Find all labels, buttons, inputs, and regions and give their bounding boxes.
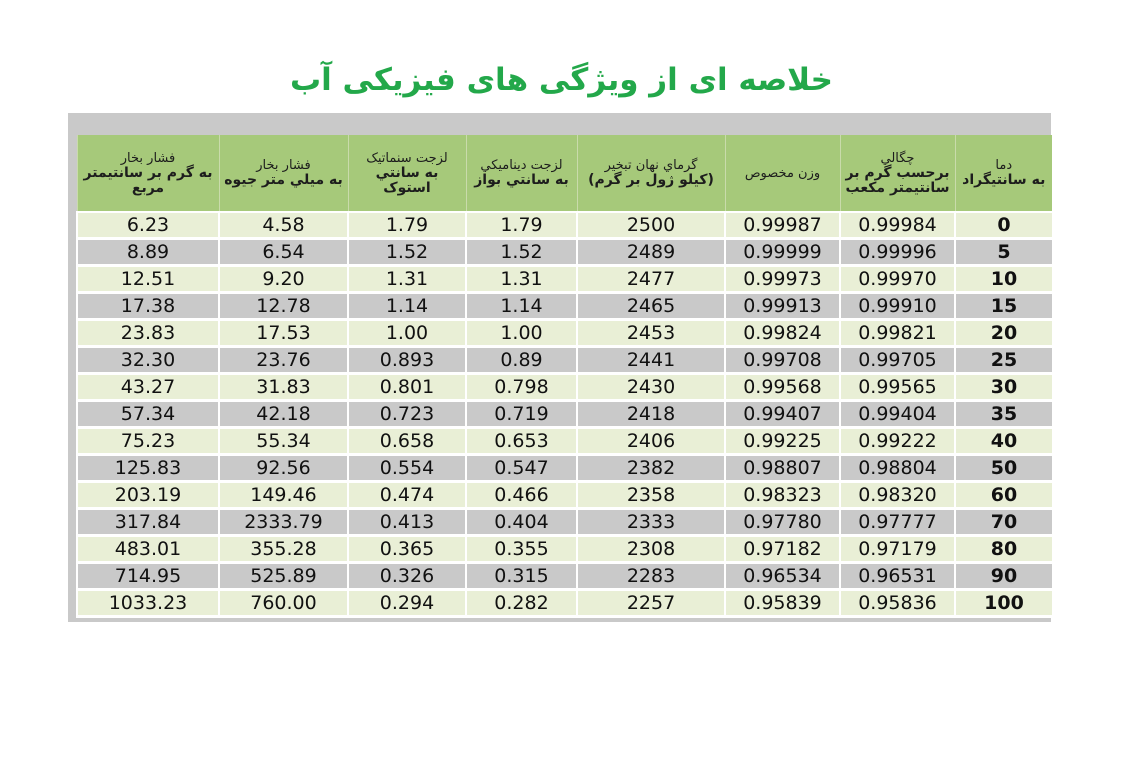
table-cell: 0.723 — [348, 401, 466, 428]
header-line1: وزن مخصوص — [744, 165, 821, 181]
table-cell: 714.95 — [77, 563, 219, 590]
table-cell: 31.83 — [219, 374, 348, 401]
table-cell: 2333.79 — [219, 509, 348, 536]
table-cell: 0.99910 — [840, 293, 955, 320]
table-cell: 1.14 — [348, 293, 466, 320]
table-cell: 4.58 — [219, 212, 348, 239]
table-row — [77, 536, 1052, 563]
table-cell: 17.53 — [219, 320, 348, 347]
table-cell: 2257 — [577, 590, 725, 617]
table-cell: 2477 — [577, 266, 725, 293]
temperature-cell: 90 — [955, 563, 1052, 590]
table-cell: 0.801 — [348, 374, 466, 401]
table-cell: 0.99984 — [840, 212, 955, 239]
table-cell: 0.99222 — [840, 428, 955, 455]
table-cell: 9.20 — [219, 266, 348, 293]
table-cell: 0.99913 — [725, 293, 840, 320]
table-cell: 0.98804 — [840, 455, 955, 482]
table-row — [77, 239, 1052, 266]
table-cell: 2465 — [577, 293, 725, 320]
table-cell: 0.98807 — [725, 455, 840, 482]
header-line1: چگالي — [880, 150, 915, 166]
table-cell: 2283 — [577, 563, 725, 590]
header-line1: لزجت سنماتيک — [366, 150, 448, 166]
table-cell: 0.99996 — [840, 239, 955, 266]
table-cell: 1.14 — [466, 293, 577, 320]
table-cell: 0.653 — [466, 428, 577, 455]
water-properties-table — [76, 135, 1052, 618]
table-row — [77, 212, 1052, 239]
table-cell: 0.96534 — [725, 563, 840, 590]
table-row — [77, 293, 1052, 320]
table-cell: 32.30 — [77, 347, 219, 374]
table-cell: 2453 — [577, 320, 725, 347]
table-cell: 0.95839 — [725, 590, 840, 617]
table-row — [77, 374, 1052, 401]
table-cell: 0.99821 — [840, 320, 955, 347]
table-cell: 2500 — [577, 212, 725, 239]
header-vapor-pressure-mmhg — [219, 135, 348, 212]
table-body — [77, 212, 1052, 617]
temperature-cell: 0 — [955, 212, 1052, 239]
table-cell: 760.00 — [219, 590, 348, 617]
table-container — [68, 113, 1051, 622]
header-line2: به سانتي بواز — [474, 172, 569, 188]
temperature-cell: 10 — [955, 266, 1052, 293]
table-row — [77, 320, 1052, 347]
table-cell: 1.52 — [348, 239, 466, 266]
table-cell: 0.658 — [348, 428, 466, 455]
table-cell: 0.99970 — [840, 266, 955, 293]
table-cell: 0.97780 — [725, 509, 840, 536]
table-cell: 0.97182 — [725, 536, 840, 563]
table-cell: 0.95836 — [840, 590, 955, 617]
temperature-cell: 100 — [955, 590, 1052, 617]
table-cell: 0.355 — [466, 536, 577, 563]
header-latent-heat — [577, 135, 725, 212]
table-row — [77, 266, 1052, 293]
header-density — [840, 135, 955, 212]
table-cell: 2308 — [577, 536, 725, 563]
table-cell: 0.98323 — [725, 482, 840, 509]
table-cell: 6.23 — [77, 212, 219, 239]
table-row — [77, 428, 1052, 455]
table-cell: 1.31 — [348, 266, 466, 293]
table-cell: 0.404 — [466, 509, 577, 536]
table-cell: 2430 — [577, 374, 725, 401]
table-cell: 17.38 — [77, 293, 219, 320]
header-vapor-pressure-gcm2 — [77, 135, 219, 212]
table-cell: 0.99999 — [725, 239, 840, 266]
header-temperature — [955, 135, 1052, 212]
temperature-cell: 30 — [955, 374, 1052, 401]
table-cell: 75.23 — [77, 428, 219, 455]
header-line2: به گرم بر سانتیمتر مربع — [83, 164, 213, 196]
table-cell: 2441 — [577, 347, 725, 374]
table-cell: 57.34 — [77, 401, 219, 428]
temperature-cell: 35 — [955, 401, 1052, 428]
table-cell: 2418 — [577, 401, 725, 428]
header-specific-weight — [725, 135, 840, 212]
table-cell: 0.99407 — [725, 401, 840, 428]
table-cell: 23.83 — [77, 320, 219, 347]
table-cell: 525.89 — [219, 563, 348, 590]
table-cell: 0.99973 — [725, 266, 840, 293]
table-cell: 0.99987 — [725, 212, 840, 239]
table-cell: 0.99568 — [725, 374, 840, 401]
header-line2: (کیلو ژول بر گرم) — [588, 172, 714, 188]
table-cell: 1.00 — [348, 320, 466, 347]
temperature-cell: 20 — [955, 320, 1052, 347]
table-cell: 0.96531 — [840, 563, 955, 590]
table-row — [77, 482, 1052, 509]
header-line2: به سانتي استوک — [375, 164, 439, 196]
table-cell: 12.78 — [219, 293, 348, 320]
temperature-cell: 80 — [955, 536, 1052, 563]
header-kinematic-viscosity — [348, 135, 466, 212]
table-cell: 1.52 — [466, 239, 577, 266]
table-cell: 2382 — [577, 455, 725, 482]
temperature-cell: 25 — [955, 347, 1052, 374]
table-cell: 0.89 — [466, 347, 577, 374]
table-cell: 355.28 — [219, 536, 348, 563]
table-cell: 125.83 — [77, 455, 219, 482]
table-row — [77, 509, 1052, 536]
table-cell: 23.76 — [219, 347, 348, 374]
table-cell: 0.554 — [348, 455, 466, 482]
table-cell: 317.84 — [77, 509, 219, 536]
temperature-cell: 40 — [955, 428, 1052, 455]
table-cell: 0.413 — [348, 509, 466, 536]
table-cell: 0.474 — [348, 482, 466, 509]
table-cell: 0.315 — [466, 563, 577, 590]
table-cell: 43.27 — [77, 374, 219, 401]
table-cell: 2489 — [577, 239, 725, 266]
table-cell: 1.79 — [466, 212, 577, 239]
header-row — [77, 135, 1052, 212]
table-cell: 0.282 — [466, 590, 577, 617]
table-cell: 0.97777 — [840, 509, 955, 536]
table-cell: 0.99565 — [840, 374, 955, 401]
table-cell: 1.00 — [466, 320, 577, 347]
table-row — [77, 455, 1052, 482]
table-row — [77, 590, 1052, 617]
header-dynamic-viscosity — [466, 135, 577, 212]
header-line1: لزجت ديناميکي — [480, 158, 563, 173]
table-cell: 1.79 — [348, 212, 466, 239]
table-cell: 12.51 — [77, 266, 219, 293]
header-line2: به سانتیگراد — [962, 172, 1046, 188]
table-cell: 149.46 — [219, 482, 348, 509]
table-cell: 0.99225 — [725, 428, 840, 455]
table-cell: 0.98320 — [840, 482, 955, 509]
table-cell: 0.97179 — [840, 536, 955, 563]
table-row — [77, 401, 1052, 428]
table-cell: 0.326 — [348, 563, 466, 590]
table-cell: 1.31 — [466, 266, 577, 293]
table-cell: 0.893 — [348, 347, 466, 374]
page-title: خلاصه ای از ویژگی های فیزیکی آب — [289, 62, 834, 98]
header-line2: برحسب گرم بر سانتیمتر مکعب — [845, 164, 950, 196]
table-cell: 6.54 — [219, 239, 348, 266]
temperature-cell: 60 — [955, 482, 1052, 509]
table-cell: 2406 — [577, 428, 725, 455]
header-line1: دما — [995, 158, 1013, 173]
temperature-cell: 5 — [955, 239, 1052, 266]
table-cell: 92.56 — [219, 455, 348, 482]
table-cell: 42.18 — [219, 401, 348, 428]
header-line2: به میلي متر جیوه — [224, 172, 343, 188]
table-cell: 0.466 — [466, 482, 577, 509]
table-row — [77, 563, 1052, 590]
table-row — [77, 347, 1052, 374]
header-line1: فشار بخار — [256, 158, 311, 173]
table-cell: 0.365 — [348, 536, 466, 563]
table-cell: 2358 — [577, 482, 725, 509]
table-cell: 0.294 — [348, 590, 466, 617]
temperature-cell: 15 — [955, 293, 1052, 320]
table-cell: 0.798 — [466, 374, 577, 401]
header-line1: فشار بخار — [120, 150, 176, 166]
header-line1: گرماي نهان تبخير — [604, 158, 698, 173]
table-cell: 0.719 — [466, 401, 577, 428]
table-cell: 483.01 — [77, 536, 219, 563]
table-cell: 0.99404 — [840, 401, 955, 428]
table-cell: 0.547 — [466, 455, 577, 482]
table-cell: 8.89 — [77, 239, 219, 266]
temperature-cell: 70 — [955, 509, 1052, 536]
temperature-cell: 50 — [955, 455, 1052, 482]
table-cell: 203.19 — [77, 482, 219, 509]
table-cell: 0.99824 — [725, 320, 840, 347]
table-cell: 0.99708 — [725, 347, 840, 374]
table-cell: 0.99705 — [840, 347, 955, 374]
table-cell: 1033.23 — [77, 590, 219, 617]
table-cell: 55.34 — [219, 428, 348, 455]
table-cell: 2333 — [577, 509, 725, 536]
